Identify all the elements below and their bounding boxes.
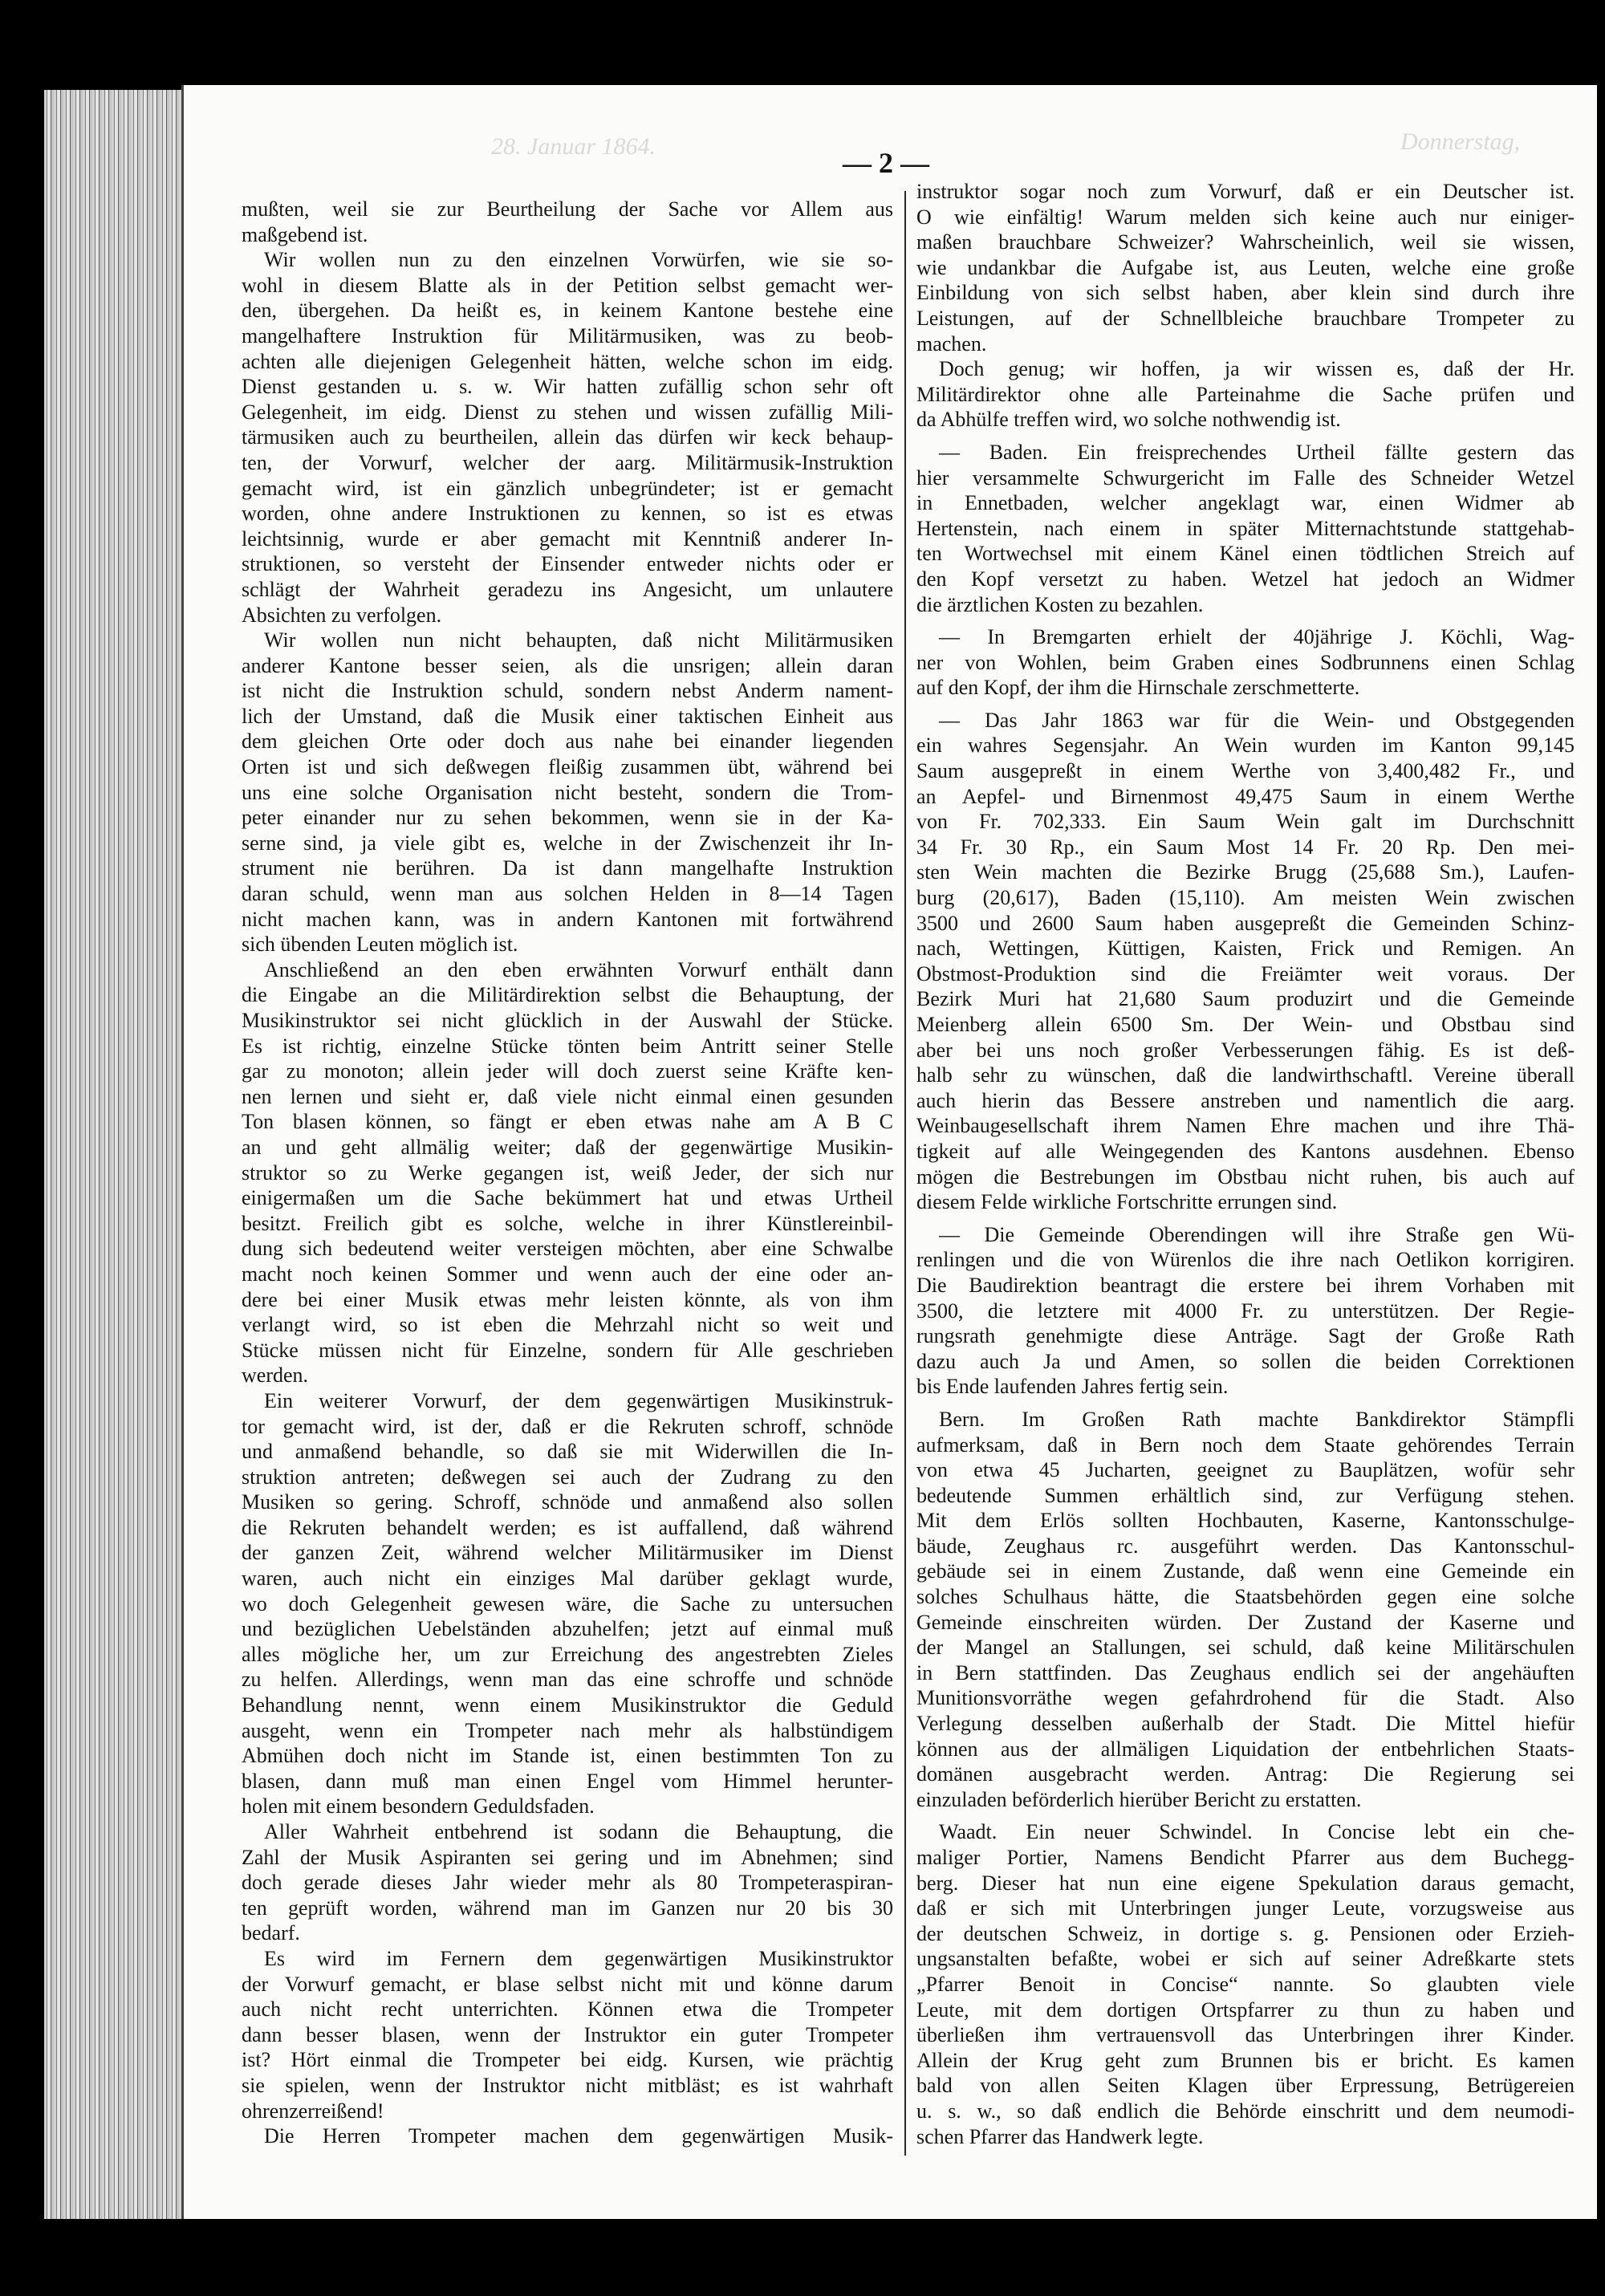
left-column-line: Wir wollen nun zu den einzelnen Vorwürfen, wie sie so- <box>264 248 893 272</box>
left-column-line: doch gerade dieses Jahr wieder mehr als 80 Trompeteraspiran- <box>242 1871 893 1895</box>
right-column-line: rungsrath genehmigte diese Anträge. Sagt der Große Rath <box>916 1324 1575 1348</box>
right-column-line: einzuladen beförderlich hierüber Bericht zu erstatten. <box>916 1787 1362 1811</box>
left-column-line: leichtsinnig, wurde er aber gemacht mit Kenntniß anderer In- <box>242 526 893 551</box>
left-column-line: ist? Hört einmal die Trompeter bei eidg. Kursen, wie prächtig <box>242 2048 893 2072</box>
right-column-line: — Die Gemeinde Oberendingen will ihre Straße gen Wü- <box>939 1222 1575 1246</box>
left-column-line: dann besser blasen, wenn der Instruktor ein guter Trompeter <box>242 2022 893 2046</box>
left-column-line: ist nicht die Instruktion schuld, sondern nebst Anderm nament- <box>242 679 893 703</box>
left-column-line: blasen, dann muß man einen Engel vom Himmel herunter- <box>242 1769 893 1793</box>
left-column-line: achten alle diejenigen Gelegenheit hätten, welche schon im eidg. <box>242 349 893 373</box>
right-column-line: — Das Jahr 1863 war für die Wein- und Obstgegenden <box>939 708 1575 732</box>
right-column-line: bäude, Zeughaus rc. ausgeführt werden. Das Kantonsschul- <box>916 1534 1575 1558</box>
left-column-line: Absichten zu verfolgen. <box>242 603 442 627</box>
right-column-line: Verlegung desselben außerhalb der Stadt. Die Mittel hiefür <box>916 1712 1575 1736</box>
right-column-line: auch hierin das Bessere anstreben und namentlich die aarg. <box>916 1088 1575 1112</box>
right-column-line: Allein der Krug geht zum Brunnen bis er bricht. Es kamen <box>916 2048 1575 2072</box>
right-column-line: domänen ausgebracht werden. Antrag: Die Regierung sei <box>916 1762 1575 1786</box>
right-column-line: da Abhülfe treffen wird, wo solche nothwendig ist. <box>916 408 1341 432</box>
right-column-line: sten Wein machten die Bezirke Brugg (25,688 Sm.), Laufen- <box>916 860 1575 884</box>
left-column-line: der Vorwurf gemacht, er blase selbst nicht mit und könne darum <box>242 1972 893 1996</box>
left-column-line: struktionen, so versteht der Einsender entweder nichts oder er <box>242 552 893 576</box>
left-column-line: struktor so zu Werke gegangen ist, weiß Jeder, der sich nur <box>242 1160 893 1185</box>
right-column-line: Doch genug; wir hoffen, ja wir wissen es, daß der Hr. <box>939 357 1575 381</box>
left-column-line: Ton blasen können, so fängt er eben etwas nahe am A B C <box>242 1110 893 1134</box>
right-column-line: der deutschen Schweiz, in dortige s. g. Pensionen oder Erzieh- <box>916 1921 1575 1945</box>
right-column-line: Munitionsvorräthe wegen gefahrdrohend für die Stadt. Also <box>916 1686 1575 1710</box>
left-column-line: Es wird im Fernern dem gegenwärtigen Musikinstruktor <box>264 1946 893 1970</box>
right-column-line: 34 Fr. 30 Rp., ein Saum Most 14 Fr. 20 Rp. Den mei- <box>916 835 1575 859</box>
right-column-line: von etwa 45 Jucharten, geeignet zu Bauplätzen, wofür sehr <box>916 1458 1575 1482</box>
left-column-line: Behandlung nennt, wenn einem Musikinstruktor die Geduld <box>242 1693 893 1717</box>
left-column-line: gar zu monoton; allein jeder will doch zuerst seine Kräfte ken- <box>242 1059 893 1083</box>
left-column-line: macht noch keinen Sommer und wenn auch der eine oder an- <box>242 1262 893 1286</box>
right-column-line: renlingen und die von Würenlos die ihre nach Oetlikon korrigiren. <box>916 1248 1575 1272</box>
right-column-line: die ärztlichen Kosten zu bezahlen. <box>916 592 1204 616</box>
column-divider <box>904 191 906 2156</box>
left-column-line: Ein weiterer Vorwurf, der dem gegenwärtigen Musikinstruk- <box>264 1388 893 1412</box>
right-column-line: maßen brauchbare Schweizer? Wahrscheinlich, weil sie wissen, <box>916 230 1575 254</box>
right-column-line: berg. Dieser hat nun eine eigene Spekulation daraus gemacht, <box>916 1871 1575 1895</box>
right-column-line: diesem Felde wirkliche Fortschritte errungen sind. <box>916 1190 1338 1214</box>
left-column-line: Orten ist und sich deßwegen fleißig zusammen übt, während bei <box>242 755 893 779</box>
left-column-line: serne sind, ja viele gibt es, welche in der Zwischenzeit ihr In- <box>242 831 893 855</box>
right-column-line: gebäude sei in einem Zustande, daß wenn eine Gemeinde ein <box>916 1559 1575 1583</box>
right-column-line: in Ennetbaden, welcher angeklagt war, einen Widmer ab <box>916 491 1575 515</box>
right-column-line: überließen ihm vertrauensvoll das Unterbringen ihrer Kinder. <box>916 2023 1575 2047</box>
left-column-line: verlangt wird, so ist eben die Mehrzahl nicht so weit und <box>242 1313 893 1337</box>
left-column-line: nicht machen kann, was in andern Kantonen mit fortwährend <box>242 907 893 931</box>
left-column-line: an und geht allmälig weiter; daß der gegenwärtige Musikin- <box>242 1135 893 1159</box>
left-column-line: ten, der Vorwurf, welcher der aarg. Militärmusik-Instruktion <box>242 450 893 474</box>
left-column-line: mangelhaftere Instruktion für Militärmusiken, was zu beob- <box>242 323 893 347</box>
left-column-line: und anmaßend behandle, so daß sie mit Widerwillen die In- <box>242 1440 893 1464</box>
ghost-weekday-text: Donnerstag, <box>1400 128 1521 155</box>
right-column-line: ein wahres Segensjahr. An Wein wurden im Kanton 99,145 <box>916 734 1575 758</box>
left-column-line: waren, auch nicht ein einziges Mal darüber geklagt wurde, <box>242 1567 893 1591</box>
right-column-line: machen. <box>916 331 987 356</box>
right-column-line: ner von Wohlen, beim Graben eines Sodbrunnens einen Schlag <box>916 650 1575 674</box>
right-column-line: — In Bremgarten erhielt der 40jährige J. Köchli, Wag- <box>939 625 1575 649</box>
right-column-line: Gemeinde einschreiten würden. Der Zustand der Kaserne und <box>916 1610 1575 1634</box>
left-column-line: werden. <box>242 1363 309 1388</box>
left-column-line: gemacht wird, ist ein gänzlich unbegründeter; ist er gemacht <box>242 476 893 500</box>
right-column-line: Meienberg allein 6500 Sm. Der Wein- und Obstbau sind <box>916 1013 1575 1036</box>
right-column-line: bald von allen Seiten Klagen über Erpressung, Betrügereien <box>916 2074 1575 2098</box>
right-column-line: ten Wortwechsel mit einem Känel einen tödtlichen Streich auf <box>916 542 1575 566</box>
left-column-line: mußten, weil sie zur Beurtheilung der Sache vor Allem aus <box>242 197 893 221</box>
right-column-line: können aus der allmäligen Liquidation der entbehrlichen Staats- <box>916 1737 1575 1761</box>
right-column-line: auf den Kopf, der ihm die Hirnschale zerschmetterte. <box>916 676 1360 700</box>
left-column-line: daran schuld, wenn man aus solchen Helden in 8—14 Tagen <box>242 882 893 906</box>
right-column-line: Bern. Im Großen Rath machte Bankdirektor Stämpfli <box>939 1407 1575 1431</box>
left-column-line: Die Herren Trompeter machen dem gegenwärtigen Musik- <box>264 2124 893 2148</box>
left-column-line: Zahl der Musik Aspiranten sei gering und im Abnehmen; sind <box>242 1845 893 1869</box>
right-column-line: Waadt. Ein neuer Schwindel. In Concise lebt ein che- <box>939 1820 1575 1844</box>
right-column-line: dazu auch Ja und Amen, so sollen die beiden Correktionen <box>916 1349 1575 1373</box>
right-column-line: maliger Portier, Namens Bendicht Pfarrer aus dem Buchegg- <box>916 1846 1575 1869</box>
right-column-line: in Bern stattfinden. Das Zeughaus endlich sei der angehäuften <box>916 1660 1575 1684</box>
right-column-line: ungsanstalten befaßte, wobei er sich auf seiner Adreßkarte stets <box>916 1947 1575 1971</box>
right-column-line: Leistungen, auf der Schnellbleiche brauchbare Trompeter zu <box>916 306 1575 330</box>
right-column-line: tigkeit auf alle Weingegenden des Kantons ausdehnen. Ebenso <box>916 1139 1575 1163</box>
left-column-line: sie spielen, wenn der Instruktor nicht mitbläst; es ist wahrhaft <box>242 2073 893 2097</box>
right-column-line: schen Pfarrer das Handwerk legte. <box>916 2124 1204 2148</box>
left-column-line: Abmühen doch nicht im Stande ist, einen bestimmten Ton zu <box>242 1744 893 1768</box>
stacked-page-edges <box>44 90 183 2219</box>
right-column-line: Saum ausgepreßt in einem Werthe von 3,400,482 Fr., und <box>916 759 1575 783</box>
left-column-line: ohrenzerreißend! <box>242 2099 384 2123</box>
right-column-line: Bezirk Muri hat 21,680 Saum produzirt und die Gemeinde <box>916 987 1575 1011</box>
left-column-line: dere bei einer Musik etwas mehr leisten könnte, als von ihm <box>242 1287 893 1311</box>
left-column-line: einigermaßen um die Sache bekümmert hat und etwas Urtheil <box>242 1186 893 1210</box>
right-column-line: instruktor sogar noch zum Vorwurf, daß er ein Deutscher ist. <box>916 180 1575 203</box>
right-column-line: an Aepfel- und Birnenmost 49,475 Saum in einem Werthe <box>916 784 1575 808</box>
right-column-line: burg (20,617), Baden (15,110). Am meisten Wein zwischen <box>916 886 1575 910</box>
right-column-line: Mit dem Erlös sollten Hochbauten, Kaserne, Kantonsschulge- <box>916 1509 1575 1533</box>
ghost-date-text: 28. Januar 1864. <box>491 133 656 160</box>
left-column-line: und bezüglichen Uebelständen abzuhelfen; jetzt auf einmal muß <box>242 1617 893 1641</box>
right-column-line: Weinbaugesellschaft ihrem Namen Ehre machen und ihre Thä- <box>916 1114 1575 1138</box>
right-column-line: von Fr. 702,333. Ein Saum Wein galt im Durchschnitt <box>916 810 1575 834</box>
left-column-line: Dienst gestanden u. s. w. Wir hatten zufällig schon sehr oft <box>242 375 893 399</box>
right-column-line: 3500, die letztere mit 4000 Fr. zu unterstützen. Der Regie- <box>916 1298 1575 1323</box>
right-column-line: Leute, mit dem dortigen Ortspfarrer zu thun zu haben und <box>916 1997 1575 2022</box>
left-column-line: Gelegenheit, im eidg. Dienst zu stehen und wissen zufällig Mili- <box>242 400 893 424</box>
left-column-line: Es ist richtig, einzelne Stücke tönten beim Antritt seiner Stelle <box>242 1034 893 1058</box>
right-column-line: daß er sich mit Unterbringen junger Leute, vorzugsweise aus <box>916 1896 1575 1920</box>
left-column-line: Anschließend an den eben erwähnten Vorwurf enthält dann <box>264 957 893 981</box>
left-column-line: zu helfen. Allerdings, wenn man das eine schroffe und schnöde <box>242 1668 893 1692</box>
right-column-line: bedeutende Summen erhältlich sind, zur Verfügung stehen. <box>916 1483 1575 1507</box>
left-column-line: anderer Kantone besser seien, als die unsrigen; allein daran <box>242 653 893 677</box>
right-column-line: „Pfarrer Benoit in Concise“ nannte. So glaubten viele <box>916 1972 1575 1996</box>
right-column-line: Die Baudirektion beantragt die erstere bei ihrem Vorhaben mit <box>916 1273 1575 1297</box>
right-column-line: hier versammelte Schwurgericht im Falle des Schneider Wetzel <box>916 465 1575 490</box>
left-column-line: die Rekruten behandelt werden; es ist auffallend, daß während <box>242 1515 893 1539</box>
left-column-line: ten geprüft worden, während man im Ganzen nur 20 bis 30 <box>242 1896 893 1920</box>
left-column-line: wohl in diesem Blatte als in der Petition selbst gemacht wer- <box>242 273 893 297</box>
left-column-line: strument nie berühren. Da ist dann mangelhafte Instruktion <box>242 856 893 880</box>
left-column-line: alles mögliche her, um zur Erreichung des angestrebten Zieles <box>242 1642 893 1666</box>
left-column-line: die Eingabe an die Militärdirektion selbst die Behauptung, der <box>242 983 893 1007</box>
left-column-line: besitzt. Freilich gibt es solche, welche in ihrer Künstlereinbil- <box>242 1211 893 1235</box>
right-column-line: aber bei uns noch großer Verbesserungen fähig. Es ist deß- <box>916 1038 1575 1062</box>
left-column-line: auch nicht recht unterrichten. Können etwa die Trompeter <box>242 1997 893 2022</box>
left-column-line: dem gleichen Orte oder doch aus nahe bei einander liegenden <box>242 729 893 754</box>
left-column-line: nen lernen und sieht er, daß viele nicht einmal einen gesunden <box>242 1084 893 1108</box>
right-column-line: Militärdirektor ohne alle Parteinahme die Sache prüfen und <box>916 382 1575 406</box>
left-column-line: Stücke müssen nicht für Einzelne, sondern für Alle geschrieben <box>242 1338 893 1362</box>
left-column-line: uns eine solche Organisation nicht besteht, sondern die Trom- <box>242 780 893 804</box>
left-column-line: Aller Wahrheit entbehrend ist sodann die Behauptung, die <box>264 1820 893 1843</box>
left-column-line: tärmusiken auch zu beurtheilen, allein das dürfen wir keck behaup- <box>242 425 893 449</box>
left-column-line: Wir wollen nun nicht behaupten, daß nicht Militärmusiken <box>264 628 893 652</box>
right-column-line: den Kopf versetzt zu haben. Wetzel hat jedoch an Widmer <box>916 567 1575 591</box>
right-column-line: mögen die Bestrebungen im Obstbau nicht ruhen, bis auch auf <box>916 1164 1575 1189</box>
left-column <box>242 197 893 2149</box>
left-column-line: wo doch Gelegenheit gewesen wäre, die Sache zu untersuchen <box>242 1591 893 1615</box>
right-column <box>916 179 1575 2149</box>
right-column-line: Obstmost-Produktion sind die Freiämter weit voraus. Der <box>916 961 1575 985</box>
left-column-line: dung sich bedeutend weiter versteigen möchten, aber eine Schwalbe <box>242 1237 893 1261</box>
left-column-line: bedarf. <box>242 1921 300 1945</box>
left-column-line: worden, ohne andere Instruktionen zu kennen, so ist es etwas <box>242 502 893 526</box>
right-column-line: bis Ende laufenden Jahres fertig sein. <box>916 1375 1229 1399</box>
right-column-line: wie undankbar die Aufgabe ist, aus Leuten, welche eine große <box>916 255 1575 279</box>
right-column-line: 3500 und 2600 Saum haben ausgepreßt die Gemeinden Schinz- <box>916 911 1575 935</box>
right-column-line: Hertenstein, nach einem in später Mitternachtstunde stattgehab- <box>916 516 1575 540</box>
right-column-line: aufmerksam, daß in Bern noch dem Staate gehörendes Terrain <box>916 1432 1575 1457</box>
page-number: — 2 — <box>843 147 929 179</box>
left-column-line: maßgebend ist. <box>242 222 368 246</box>
page-edge-line <box>181 85 184 2219</box>
left-column-line: Musikinstruktor sei nicht glücklich in der Auswahl der Stücke. <box>242 1009 893 1032</box>
right-column-line: nach, Wettingen, Küttigen, Kaisten, Frick und Remigen. An <box>916 937 1575 961</box>
right-column-line: halb sehr zu wünschen, daß die landwirthschaftl. Vereine überall <box>916 1063 1575 1087</box>
right-column-line: u. s. w., so daß endlich die Behörde einschritt und dem neumodi- <box>916 2099 1575 2123</box>
left-column-line: sich übenden Leuten möglich ist. <box>242 933 518 957</box>
right-column-line: — Baden. Ein freisprechendes Urtheil fällte gestern das <box>939 440 1575 464</box>
left-column-line: tor gemacht wird, ist der, daß er die Rekruten schroff, schnöde <box>242 1414 893 1438</box>
left-column-line: holen mit einem besondern Geduldsfaden. <box>242 1794 595 1819</box>
right-column-line: O wie einfältig! Warum melden sich keine auch nur einiger- <box>916 205 1575 229</box>
right-column-line: solches Schulhaus hätte, die Staatsbehörden gegen eine solche <box>916 1585 1575 1609</box>
left-column-line: struktion antreten; deßwegen sei auch der Zudrang zu den <box>242 1465 893 1489</box>
left-column-line: ausgeht, wenn ein Trompeter nach mehr als halbstündigem <box>242 1718 893 1742</box>
left-column-line: peter einander nur zu sehen bekommen, wenn sie in der Ka- <box>242 806 893 830</box>
left-column-line: der ganzen Zeit, während welcher Militärmusiker im Dienst <box>242 1541 893 1565</box>
right-column-line: Einbildung von sich selbst haben, aber klein sind durch ihre <box>916 281 1575 305</box>
left-column-line: den, übergehen. Da heißt es, in keinem Kantone bestehe eine <box>242 299 893 323</box>
left-column-line: Musiken so gering. Schroff, schnöde und anmaßend also sollen <box>242 1490 893 1514</box>
left-column-line: lich der Umstand, daß die Musik einer taktischen Einheit aus <box>242 704 893 728</box>
right-column-line: der Mangel an Stallungen, sei schuld, daß keine Militärschulen <box>916 1636 1575 1660</box>
left-column-line: schlägt der Wahrheit geradezu ins Angesicht, um unlautere <box>242 577 893 601</box>
